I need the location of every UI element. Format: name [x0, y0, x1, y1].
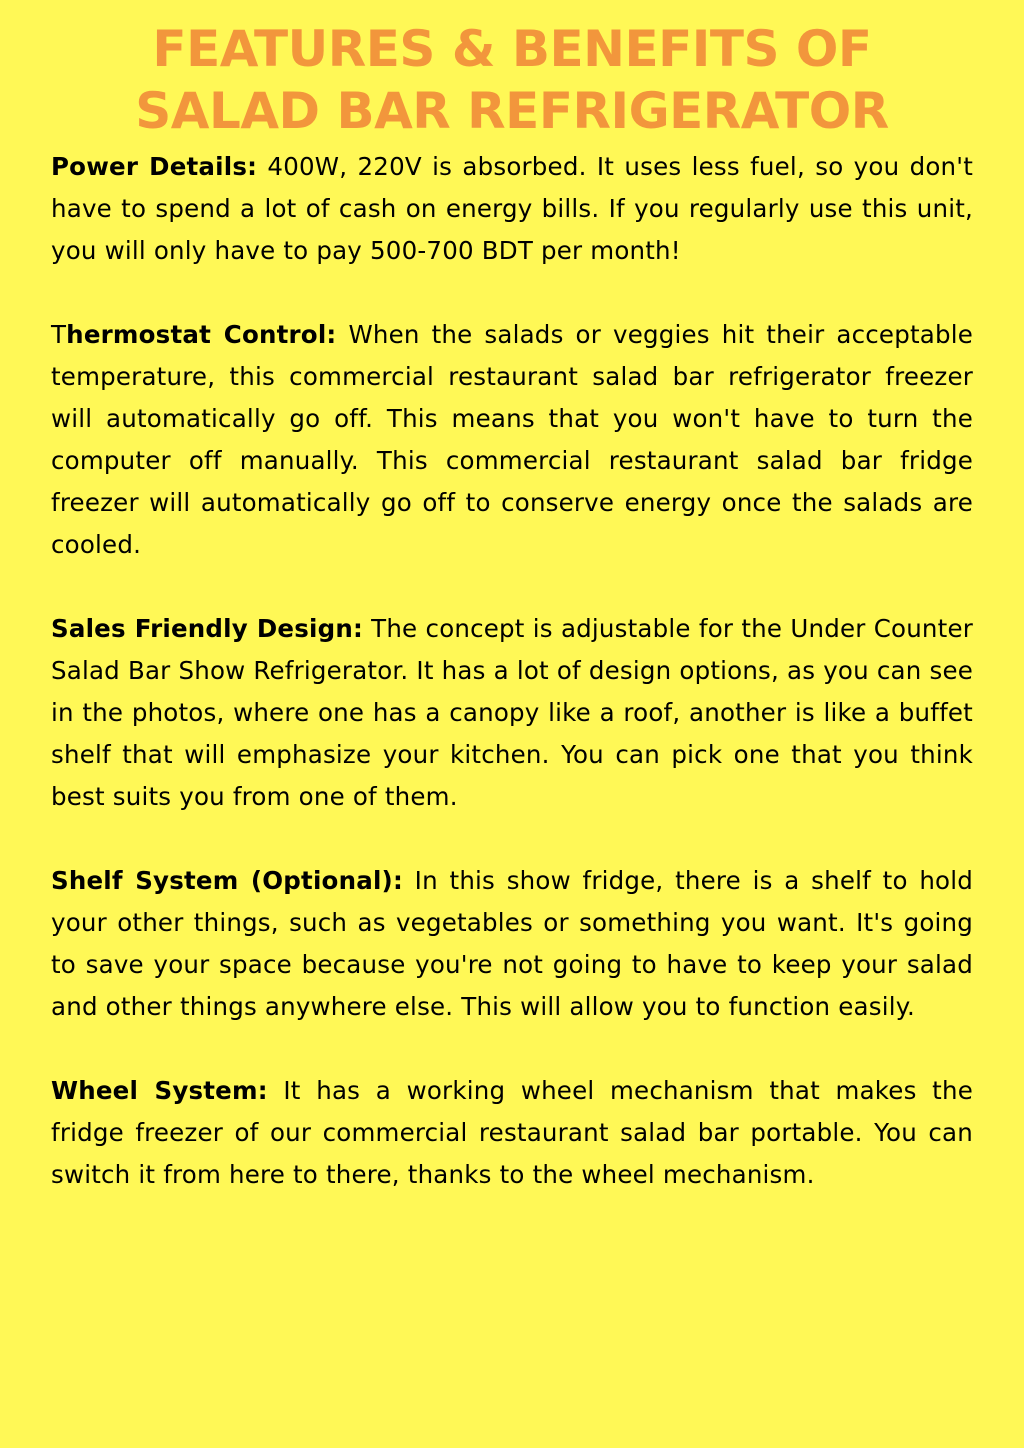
section-text: The concept is adjustable for the Under Counter Salad Bar Show Refrigerator. It has a lot of design options, as you can see in the photos, where one has a canopy like a roof, another is like a buffet shelf that will emphasize your kitchen. You can pick one that you think best suits you from one of them.	[51, 614, 973, 811]
title-line-2: SALAD BAR REFRIGERATOR	[135, 82, 889, 140]
section-label-prefix: T	[51, 320, 67, 349]
section-label: hermostat Control:	[66, 320, 337, 349]
section-wheel-system	[51, 1070, 973, 1196]
section-label: Sales Friendly Design:	[51, 614, 363, 643]
section-text: When the salads or veggies hit their acceptable temperature, this commercial restaurant salad bar refrigerator freezer will automatically go off. This means that you won't have to turn the computer off manually. This commercial restaurant salad bar fridge freezer will automatically go off to conserve energy once the salads are cooled.	[51, 320, 973, 559]
section-label: Wheel System:	[51, 1076, 268, 1105]
section-text: In this show fridge, there is a shelf to hold your other things, such as vegetables or something you want. It's going to save your space because you're not going to have to keep your salad and other things anywhere else. This will allow you to function easily.	[51, 866, 974, 1021]
section-label: Shelf System (Optional):	[51, 866, 403, 895]
section-text: 400W, 220V is absorbed. It uses less fuel, so you don't have to spend a lot of cash on energy bills. If you regularly use this unit, you will only have to pay 500-700 BDT per month!	[51, 152, 973, 265]
section-thermostat-control	[51, 314, 973, 566]
section-sales-friendly-design	[51, 608, 973, 818]
feature-list	[51, 146, 973, 1196]
page-title	[51, 18, 973, 142]
title-line-1: FEATURES & BENEFITS OF	[152, 20, 872, 78]
section-shelf-system	[51, 860, 973, 1028]
section-text: It has a working wheel mechanism that makes the fridge freezer of our commercial restaurant salad bar portable. You can switch it from here to there, thanks to the wheel mechanism.	[51, 1076, 973, 1189]
section-power-details	[51, 146, 973, 272]
section-label: Power Details:	[51, 152, 258, 181]
